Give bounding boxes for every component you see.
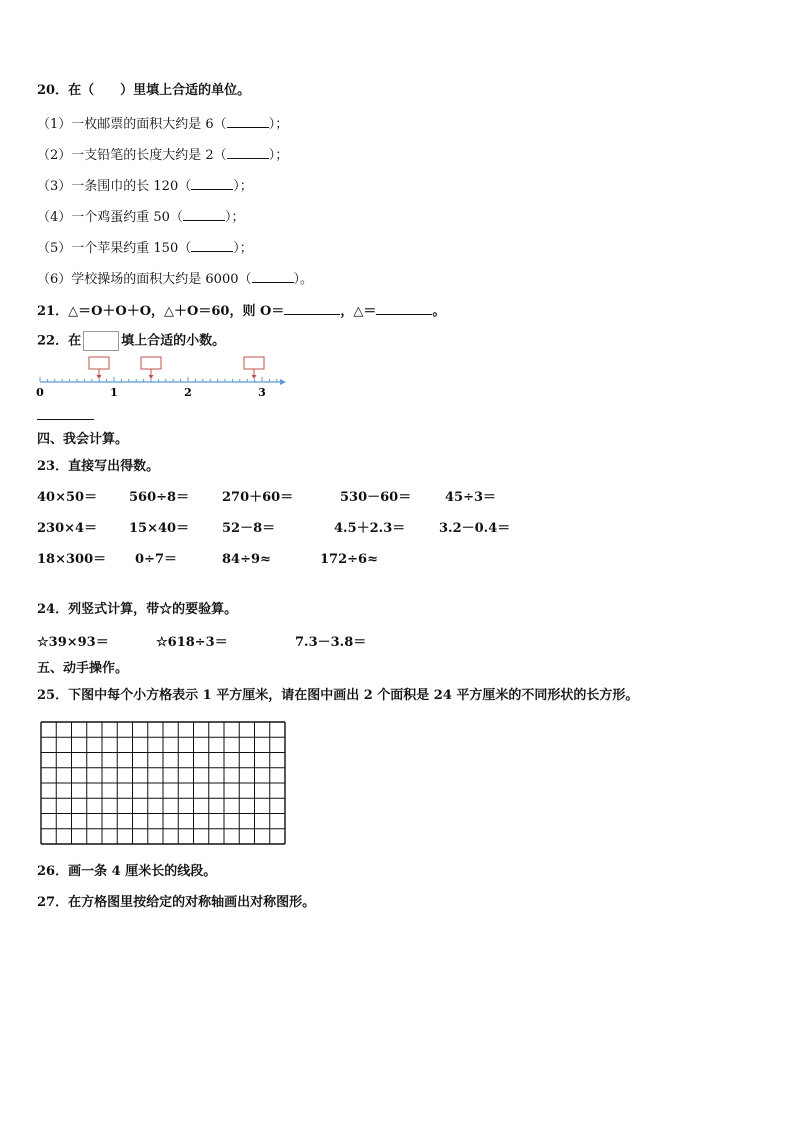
q22-answer-line[interactable] (37, 419, 94, 420)
q22-answer-box-3[interactable] (244, 357, 264, 379)
q21-blank-o[interactable] (284, 301, 340, 315)
section-5-heading: 五、动手操作。 (37, 661, 129, 676)
calc-item: 560÷8＝ (129, 490, 190, 505)
q20-item-4 (37, 207, 244, 227)
calc-item: 3.2－0.4＝ (439, 521, 511, 536)
q20-item-1-close: ）； (268, 117, 289, 132)
q22 (37, 331, 225, 351)
q21-text-1: 21．△＝O＋O＋O，△＋O＝60，则 O＝ (37, 304, 285, 319)
tick-label-1: 1 (110, 386, 118, 399)
q20-item-4-close: ）； (224, 210, 245, 225)
q23-title: 23．直接写出得数。 (37, 459, 160, 474)
q20-blank-1[interactable] (227, 114, 269, 128)
q20-item-3-text: （3）一条围巾的长 120（ (37, 179, 192, 194)
vertical-calc-item: 7.3－3.8＝ (295, 635, 367, 650)
calc-item: 15×40＝ (129, 521, 190, 536)
q20-item-6-close: ）。 (293, 272, 314, 287)
q20-blank-6[interactable] (252, 269, 294, 283)
q22-answer-box-1[interactable] (89, 357, 109, 379)
q22-text-post: 填上合适的小数。 (121, 333, 226, 349)
q20-item-5-text: （5）一个苹果约重 150（ (37, 241, 192, 256)
q21-text-3: 。 (432, 304, 446, 319)
calc-item: 172÷6≈ (320, 552, 378, 567)
q20-item-2-close: ）； (268, 148, 289, 163)
vertical-calc-item: ☆618÷3＝ (156, 635, 228, 650)
q22-text-pre: 22．在 (37, 333, 82, 349)
calc-item: 40×50＝ (37, 490, 98, 505)
q24-title: 24．列竖式计算，带☆的要验算。 (37, 602, 238, 617)
tick-label-2: 2 (184, 386, 192, 399)
q22-number-line (30, 352, 300, 402)
q22-answer-box-sample (83, 331, 119, 351)
calc-item: 52－8＝ (222, 521, 276, 536)
q20-item-1 (37, 114, 288, 134)
calc-item: 230×4＝ (37, 521, 98, 536)
number-line-ticks (40, 377, 277, 382)
calc-item: 18×300＝ (37, 552, 107, 567)
q20-blank-3[interactable] (191, 176, 233, 190)
square-grid[interactable] (40, 721, 286, 845)
q20-item-3 (37, 176, 253, 196)
q20-item-6 (37, 269, 313, 289)
vertical-calc-item: ☆39×93＝ (37, 635, 109, 650)
q21-blank-triangle[interactable] (376, 301, 432, 315)
tick-label-0: 0 (36, 386, 44, 399)
q20-item-6-text: （6）学校操场的面积大约是 6000（ (37, 272, 252, 287)
q20-item-2 (37, 145, 288, 165)
calc-item: 45÷3＝ (445, 490, 497, 505)
q22-answer-box-2[interactable] (141, 357, 161, 379)
q21 (37, 301, 445, 321)
q20-item-3-close: ）； (233, 179, 253, 194)
q20-item-2-text: （2）一支铅笔的长度大约是 2（ (37, 148, 227, 163)
calc-item: 84÷9≈ (222, 552, 271, 567)
q20-item-4-text: （4）一个鸡蛋约重 50（ (37, 210, 183, 225)
q26: 26．画一条 4 厘米长的线段。 (37, 864, 217, 879)
q20-title: 20．在（ ）里填上合适的单位。 (37, 83, 251, 98)
calc-item: 530－60＝ (340, 490, 412, 505)
q20-item-5 (37, 238, 253, 258)
q25-title: 25．下图中每个小方格表示 1 平方厘米，请在图中画出 2 个面积是 24 平方厘米的不同形状的长方形。 (37, 688, 639, 703)
q20-item-5-close: ）； (233, 241, 253, 256)
q20-blank-2[interactable] (227, 145, 269, 159)
tick-label-3: 3 (258, 386, 266, 399)
q20-blank-5[interactable] (191, 238, 233, 252)
calc-item: 4.5＋2.3＝ (334, 521, 406, 536)
q20-blank-4[interactable] (183, 207, 225, 221)
calc-item: 270＋60＝ (222, 490, 294, 505)
q27: 27．在方格图里按给定的对称轴画出对称图形。 (37, 895, 316, 910)
section-4-heading: 四、我会计算。 (37, 432, 129, 447)
calc-item: 0÷7＝ (135, 552, 177, 567)
q20-item-1-text: （1）一枚邮票的面积大约是 6（ (37, 117, 227, 132)
number-line-arrow-icon (280, 379, 286, 385)
q21-text-2: ，△＝ (340, 304, 377, 319)
